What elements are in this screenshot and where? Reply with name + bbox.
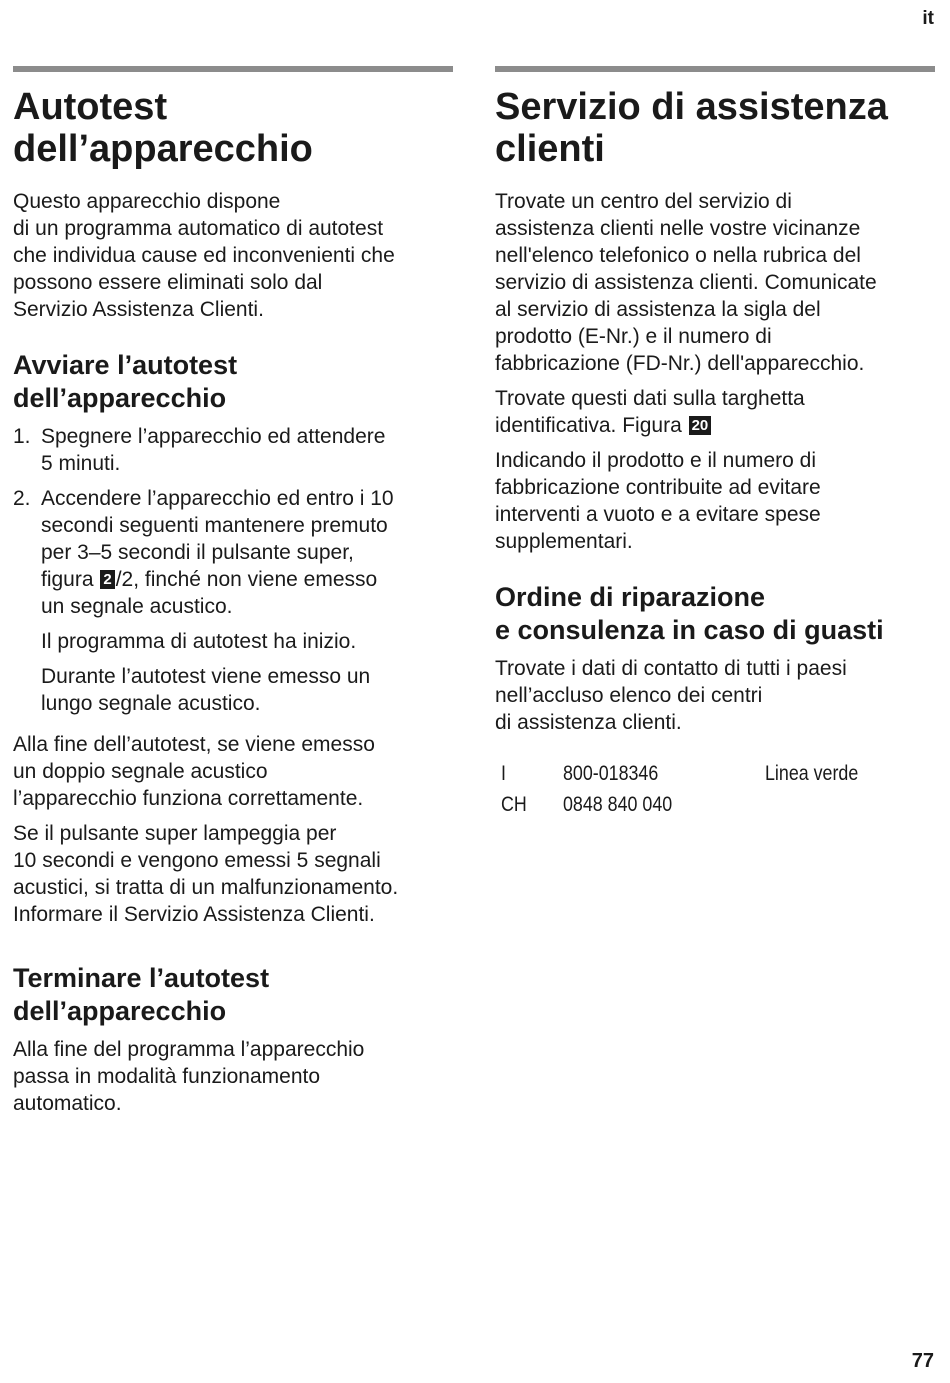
- start-steps-list: [13, 423, 453, 620]
- section-rule: [495, 66, 935, 72]
- phone-number: 800-018346: [563, 762, 659, 785]
- table-row: [501, 758, 875, 789]
- step-item: [13, 485, 453, 620]
- start-self-test-heading: Avviare l’autotest dell’apparecchio: [13, 350, 238, 413]
- contact-note: Linea verde: [765, 762, 859, 785]
- step-item: [13, 423, 453, 477]
- end-self-test-text: Alla fine del programma l’apparecchio passa in modalità funzionamento automatico.: [13, 1038, 365, 1115]
- figure-ref-badge: 20: [689, 416, 712, 435]
- result-fault-paragraph: Se il pulsante super lampeggia per 10 secondi e vengono emessi 5 segnali acustici, si tratta di un malfunzionamento. Informare il Servizio Assistenza Clienti.: [13, 822, 399, 926]
- step-note: Il programma di autotest ha inizio.: [41, 630, 357, 653]
- page-number: 77: [911, 1350, 934, 1372]
- end-self-test-heading: Terminare l’autotest dell’apparecchio: [13, 963, 270, 1026]
- step-number: 1.: [13, 425, 31, 448]
- table-row: [501, 789, 875, 820]
- repair-order-text: Trovate i dati di contatto di tutti i paesi nell’accluso elenco dei centri di assistenza clienti.: [495, 657, 847, 734]
- self-test-intro: Questo apparecchio dispone di un programma automatico di autotest che individua cause ed inconvenienti che possono essere eliminati solo dal Servizio Assistenza Clienti.: [13, 190, 395, 321]
- section-rule: [13, 66, 453, 72]
- phone-number: 0848 840 040: [563, 793, 673, 816]
- self-test-title: Autotest dell’apparecchio: [13, 86, 313, 170]
- figure-ref-badge: 2: [100, 570, 114, 589]
- contact-table: [501, 758, 875, 820]
- step-text: Accendere l’apparecchio ed entro i 10 secondi seguenti mantenere premuto per 3–5 secondi il pulsante super, figura 2 /2, finché non viene emesso un segnale acustico.: [41, 487, 394, 618]
- contact-note: [765, 789, 875, 820]
- repair-order-heading: Ordine di riparazione e consulenza in caso di guasti: [495, 582, 884, 645]
- rating-plate-paragraph: Trovate questi dati sulla targhetta identificativa. Figura 20: [495, 387, 805, 437]
- result-ok-paragraph: Alla fine dell’autotest, se viene emesso un doppio segnale acustico l’apparecchio funziona correttamente.: [13, 733, 375, 810]
- country-code: CH: [501, 793, 527, 816]
- step-note: Durante l’autotest viene emesso un lungo segnale acustico.: [41, 665, 371, 715]
- right-column: [495, 66, 935, 820]
- avoid-costs-paragraph: Indicando il prodotto e il numero di fabbricazione contribuite ad evitare interventi a vuoto e a evitare spese supplementari.: [495, 449, 821, 553]
- step-number: 2.: [13, 487, 31, 510]
- customer-service-paragraph: Trovate un centro del servizio di assistenza clienti nelle vostre vicinanze nell'elenco telefonico o nella rubrica del servizio di assistenza clienti. Comunicate al servizio di assistenza la sigla del prodotto (E-Nr.) e il numero di fabbricazione (FD-Nr.) dell'apparecchio.: [495, 190, 877, 375]
- customer-service-title: Servizio di assistenza clienti: [495, 86, 888, 170]
- left-column: [13, 66, 453, 1125]
- language-tag: it: [922, 8, 934, 29]
- step-text: Spegnere l’apparecchio ed attendere 5 minuti.: [41, 425, 386, 475]
- country-code: I: [501, 762, 506, 785]
